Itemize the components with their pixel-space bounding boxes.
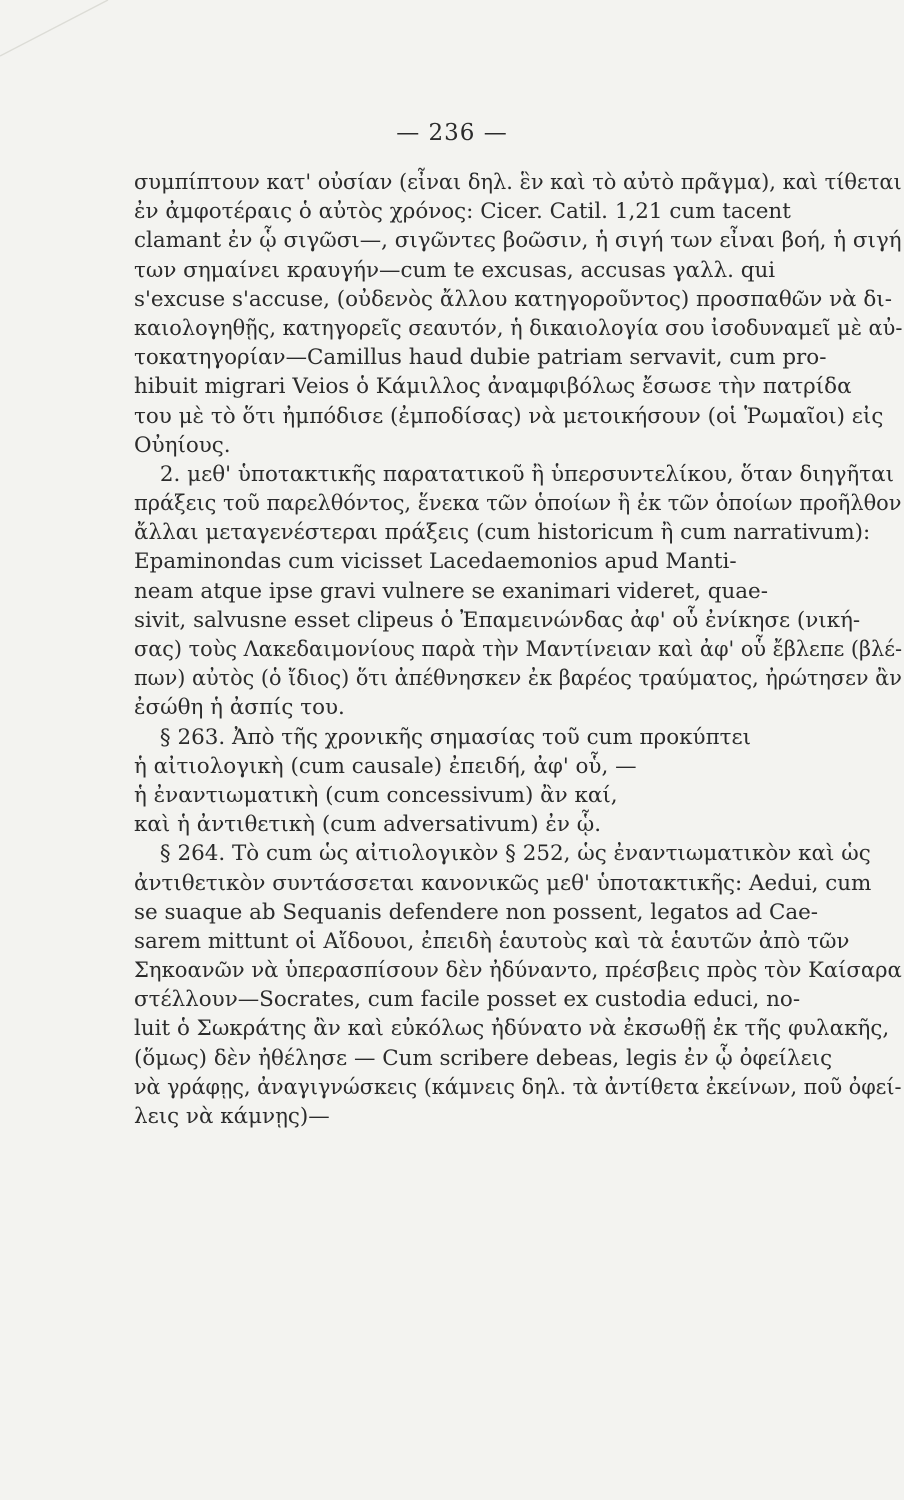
text-line: Σηκοανῶν νὰ ὑπερασπίσουν δὲν ἠδύναντο, πρέσβεις πρὸς τὸν Καίσαρα bbox=[134, 958, 902, 984]
text-line: § 264. Τὸ cum ὡς αἰτιολογικὸν § 252, ὡς ἐναντιωματικὸν καὶ ὡς bbox=[159, 841, 871, 867]
text-line: ἡ ἐναντιωματικὴ (cum concessivum) ἂν καί, bbox=[134, 782, 618, 808]
text-line: ἡ αἰτιολογικὴ (cum causale) ἐπειδή, ἀφ' οὗ, — bbox=[134, 753, 637, 779]
text-line: hibuit migrari Veios ὁ Κάμιλλος ἀναμφιβόλως ἔσωσε τὴν πατρίδα bbox=[134, 374, 852, 400]
text-line: s'excuse s'accuse, (οὐδενὸς ἄλλου κατηγοροῦντος) προσπαθῶν νὰ δι- bbox=[134, 286, 892, 312]
text-line: των σημαίνει κραυγήν—cum te excusas, accusas γαλλ. qui bbox=[134, 257, 776, 283]
text-line: Epaminondas cum vicisset Lacedaemonios apud Manti- bbox=[134, 549, 737, 575]
text-line: τοκατηγορίαν—Camillus haud dubie patriam servavit, cum pro- bbox=[134, 345, 827, 371]
text-line: § 263. Ἀπὸ τῆς χρονικῆς σημασίας τοῦ cum προκύπτει bbox=[159, 724, 752, 750]
text-line: clamant ἐν ᾧ σιγῶσι—, σιγῶντες βοῶσιν, ἡ σιγή των εἶναι βοή, ἡ σιγή bbox=[134, 228, 902, 254]
text-line: του μὲ τὸ ὅτι ἠμπόδισε (ἐμποδίσας) νὰ μετοικήσουν (οἱ Ῥωμαῖοι) εἰς bbox=[134, 403, 884, 429]
text-line: σας) τοὺς Λακεδαιμονίους παρὰ τὴν Μαντίνειαν καὶ ἀφ' οὗ ἔβλεπε (βλέ- bbox=[134, 637, 903, 662]
text-line: ἐν ἀμφοτέραις ὁ αὐτὸς χρόνος: Cicer. Catil. 1,21 cum tacent bbox=[134, 199, 791, 225]
page-number: — 236 — bbox=[396, 120, 508, 146]
text-line: se suaque ab Sequanis defendere non possent, legatos ad Cae- bbox=[134, 899, 819, 925]
text-line: sarem mittunt οἱ Αἴδουοι, ἐπειδὴ ἑαυτοὺς καὶ τὰ ἑαυτῶν ἀπὸ τῶν bbox=[134, 928, 850, 954]
text-line: sivit, salvusne esset clipeus ὁ Ἐπαμεινώνδας ἀφ' οὗ ἐνίκησε (νική- bbox=[134, 607, 861, 633]
text-line: 2. μεθ' ὑποτακτικῆς παρατατικοῦ ἢ ὑπερσυντελίκου, ὅταν διηγῆται bbox=[159, 461, 895, 487]
text-line: νὰ γράφῃς, ἀναγιγνώσκεις (κάμνεις δηλ. τὰ ἀντίθετα ἐκείνων, ποῦ ὀφεί- bbox=[134, 1074, 902, 1100]
text-line: στέλλουν—Socrates, cum facile posset ex custodia educi, no- bbox=[134, 987, 801, 1013]
text-line: ἄλλαι μεταγενέστεραι πράξεις (cum historicum ἢ cum narrativum): bbox=[134, 520, 871, 546]
text-line: ἀντιθετικὸν συντάσσεται κανονικῶς μεθ' ὑποτακτικῆς: Aedui, cum bbox=[134, 870, 872, 896]
text-line: καὶ ἡ ἀντιθετικὴ (cum adversativum) ἐν ᾧ. bbox=[134, 812, 602, 838]
text-line: πων) αὐτὸς (ὁ ἴδιος) ὅτι ἀπέθνησκεν ἐκ βαρέος τραύματος, ἠρώτησεν ἂν bbox=[134, 666, 902, 692]
text-line: συμπίπτουν κατ' οὐσίαν (εἶναι δηλ. ἓν καὶ τὸ αὐτὸ πρᾶγμα), καὶ τίθεται bbox=[134, 170, 902, 195]
text-line: ἐσώθη ἡ ἀσπίς του. bbox=[134, 695, 345, 721]
text-line: λεις νὰ κάμνῃς)— bbox=[134, 1104, 330, 1129]
text-line: neam atque ipse gravi vulnere se exanimari videret, quae- bbox=[134, 578, 768, 604]
body-text bbox=[134, 168, 904, 1131]
text-line: (ὅμως) δὲν ἠθέλησε — Cum scribere debeas, legis ἐν ᾧ ὀφείλεις bbox=[134, 1045, 833, 1071]
text-line: καιολογηθῇς, κατηγορεῖς σεαυτόν, ἡ δικαιολογία σου ἰσοδυναμεῖ μὲ αὐ- bbox=[134, 315, 903, 341]
text-line: luit ὁ Σωκράτης ἂν καὶ εὐκόλως ἠδύνατο νὰ ἐκσωθῇ ἐκ τῆς φυλακῆς, bbox=[134, 1016, 890, 1042]
text-line: Οὐηίους. bbox=[134, 432, 231, 458]
paper-fold-mark bbox=[0, 0, 120, 80]
text-line: πράξεις τοῦ παρελθόντος, ἕνεκα τῶν ὁποίων ἢ ἐκ τῶν ὁποίων προῆλθον bbox=[134, 491, 902, 517]
